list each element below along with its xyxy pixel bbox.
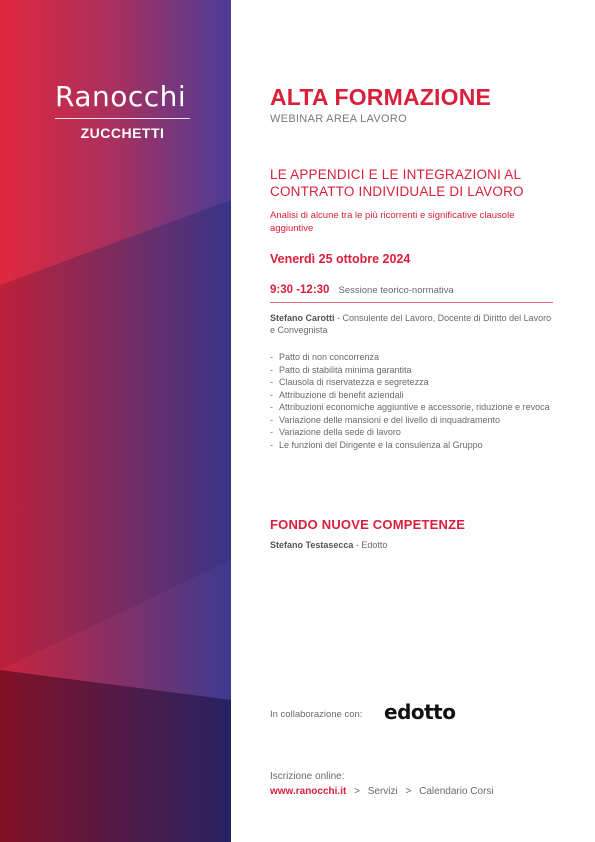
list-item: - Le funzioni del Dirigente e la consulenza al Gruppo bbox=[270, 439, 550, 452]
session-row bbox=[270, 284, 454, 296]
page-title: ALTA FORMAZIONE bbox=[270, 84, 492, 110]
speaker-name: Stefano Carotti bbox=[270, 313, 335, 323]
logo-subtitle: ZUCCHETTI bbox=[80, 125, 165, 141]
edotto-logo: edotto bbox=[384, 700, 456, 724]
list-item: - Patto di non concorrenza bbox=[270, 351, 550, 364]
fondo-speaker bbox=[270, 540, 387, 550]
ranocchi-logo bbox=[55, 82, 190, 141]
breadcrumb-servizi: Servizi bbox=[367, 786, 398, 797]
page-subtitle: WEBINAR AREA LAVORO bbox=[270, 113, 407, 125]
collaboration-label: In collaborazione con: bbox=[270, 709, 363, 720]
signup-path bbox=[270, 786, 494, 797]
session-time: 9:30 -12:30 bbox=[270, 284, 330, 296]
logo-name: Ranocchi bbox=[55, 80, 187, 113]
fondo-speaker-name: Stefano Testasecca bbox=[270, 540, 354, 550]
breadcrumb-separator: > bbox=[405, 786, 412, 797]
list-item: - Variazione della sede di lavoro bbox=[270, 426, 550, 439]
breadcrumb-calendario: Calendario Corsi bbox=[419, 786, 494, 797]
topics-list bbox=[270, 351, 550, 451]
section-divider bbox=[270, 302, 553, 303]
topic-title: LE APPENDICI E LE INTEGRAZIONI AL CONTRATTO INDIVIDUALE DI LAVORO bbox=[270, 167, 524, 199]
speaker-role: - Consulente del Lavoro, Docente di Diritto del Lavoro e Convegnista bbox=[270, 313, 552, 335]
list-item: - Clausola di riservatezza e segretezza bbox=[270, 376, 550, 389]
fondo-speaker-role: - Edotto bbox=[353, 540, 388, 550]
breadcrumb-separator: > bbox=[354, 786, 360, 797]
fondo-title: FONDO NUOVE COMPETENZE bbox=[270, 517, 466, 532]
topic-description: Analisi di alcune tra le più ricorrenti e significative clausole aggiuntive bbox=[270, 210, 515, 234]
list-item: - Patto di stabilità minima garantita bbox=[270, 364, 550, 377]
list-item: - Attribuzioni economiche aggiuntive e accessorie, riduzione e revoca bbox=[270, 401, 550, 414]
logo-divider bbox=[55, 118, 190, 119]
speaker-info bbox=[270, 312, 555, 336]
list-item: - Variazione delle mansioni e del livello di inquadramento bbox=[270, 414, 550, 427]
signup-label: Iscrizione online: bbox=[270, 771, 345, 782]
decorative-side-panel bbox=[0, 0, 231, 842]
session-label: Sessione teorico-normativa bbox=[338, 285, 454, 296]
website-link[interactable]: www.ranocchi.it bbox=[270, 786, 347, 797]
event-date: Venerdì 25 ottobre 2024 bbox=[270, 252, 411, 266]
list-item: - Attribuzione di benefit aziendali bbox=[270, 389, 550, 402]
